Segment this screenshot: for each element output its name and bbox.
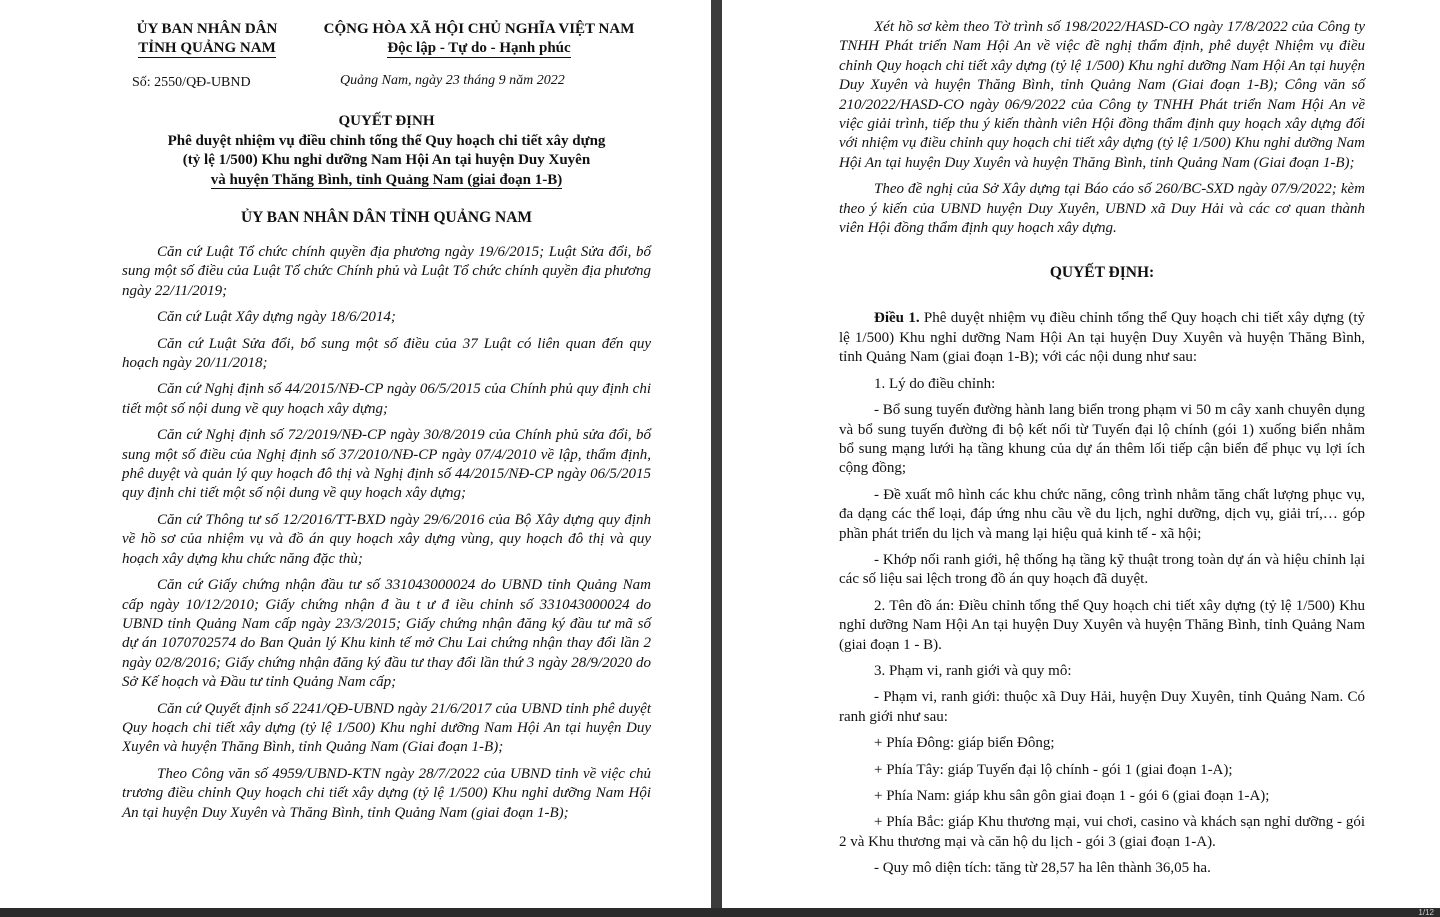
legal-basis-paragraph: Căn cứ Giấy chứng nhận đầu tư số 331043000024 do UBND tỉnh Quảng Nam cấp ngày 10/12/2010; Giấy chứng nhận đ ầu t ư đ iều chỉnh số 331043000024 do UBND tỉnh Quảng Nam cấp ngày 23/3/2015; Giấy chứng nhận đăng ký đầu tư mã số dự án 1070702574 do Ban Quản lý Khu kinh tế mở Chu Lai chứng nhận thay đổi lần 2 ngày 02/8/2016; Giấy chứng nhận đăng ký đầu tư thay đổi lần thứ 3 ngày 28/9/2020 do Sở Kế hoạch và Đầu tư tỉnh Quảng Nam cấp;	[122, 577, 651, 691]
document-header	[122, 18, 651, 96]
list-item: - Quy mô diện tích: tăng từ 28,57 ha lên thành 36,05 ha.	[874, 860, 1211, 877]
list-item: 2. Tên đồ án: Điều chỉnh tổng thể Quy hoạch chi tiết xây dựng (tỷ lệ 1/500) Khu nghỉ dưỡng Nam Hội An tại huyện Duy Xuyên và huyện Thăng Bình, tỉnh Quảng Nam (giai đoạn 1 - B).	[839, 597, 1365, 653]
list-item: + Phía Đông: giáp biển Đông;	[874, 735, 1055, 752]
article-1	[839, 309, 1365, 367]
document-title: QUYẾT ĐỊNH	[338, 113, 435, 129]
list-item: - Bổ sung tuyến đường hành lang biển trong phạm vi 50 m cây xanh chuyên dụng và bổ sung tuyến đường đi bộ kết nối từ Tuyến đại lộ chính (gói 1) xuống biển nhằm bổ sung mạng lưới hạ tầng khung của dự án thêm lối tiếp cận biển để phục vụ lợi ích cộng đồng;	[839, 402, 1365, 477]
list-item: - Phạm vi, ranh giới: thuộc xã Duy Hải, huyện Duy Xuyên, tỉnh Quảng Nam. Có ranh giới như sau:	[839, 689, 1365, 725]
issuer-block	[122, 20, 292, 58]
country-name: CỘNG HÒA XÃ HỘI CHỦ NGHĨA VIỆT NAM	[323, 21, 635, 37]
document-subtitle-line-2: (tỷ lệ 1/500) Khu nghỉ dưỡng Nam Hội An tại huyện Duy Xuyên	[182, 152, 591, 168]
list-item: 1. Lý do điều chỉnh:	[874, 375, 996, 392]
list-item: + Phía Nam: giáp khu sân gôn giai đoạn 1 - gói 6 (giai đoạn 1-A);	[874, 788, 1270, 804]
document-title-block	[122, 112, 651, 190]
consideration-paragraph: Xét hồ sơ kèm theo Tờ trình số 198/2022/HASD-CO ngày 17/8/2022 của Công ty TNHH Phát triển Nam Hội An về việc đề nghị thẩm định, phê duyệt Nhiệm vụ điều chỉnh Quy hoạch chi tiết xây dựng (tỷ lệ 1/500) Khu nghỉ dưỡng Nam Hội An tại huyện Duy Xuyên và huyện Thăng Bình, tỉnh Quảng Nam (Giai đoạn 1-B); Công văn số 210/2022/HASD-CO ngày 06/9/2022 của Công ty TNHH Phát triển Nam Hội An về việc giải trình, tiếp thu ý kiến thành viên Hội đồng thẩm định quy hoạch xây dựng đối với nhiệm vụ điều chỉnh quy hoạch chi tiết xây dựng (tỷ lệ 1/500) Khu nghỉ dưỡng Nam Hội An tại huyện Duy Xuyên và huyện Thăng Bình, tỉnh Quảng Nam (Giai đoạn 1-B);	[839, 19, 1365, 171]
list-item: + Phía Tây: giáp Tuyến đại lộ chính - gói 1 (giai đoạn 1-A);	[874, 761, 1233, 778]
article-1-label: Điều 1.	[874, 310, 920, 327]
issuer-line-2: TỈNH QUẢNG NAM	[138, 40, 276, 56]
national-motto-block	[300, 20, 658, 58]
document-page-left	[0, 0, 711, 908]
legal-basis-paragraph: Căn cứ Quyết định số 2241/QĐ-UBND ngày 21/6/2017 của UBND tỉnh phê duyệt Quy hoạch chi tiết xây dựng (tỷ lệ 1/500) Khu nghỉ dưỡng Nam Hội An tại huyện Duy Xuyên và huyện Thăng Bình, tỉnh Quảng Nam (Giai đoạn 1-B);	[122, 700, 651, 756]
consideration-paragraph: Theo đề nghị của Sở Xây dựng tại Báo cáo số 260/BC-SXD ngày 07/9/2022; kèm theo ý kiến của UBND huyện Duy Xuyên, UBND xã Duy Hải và các cơ quan thành viên Hội đồng thẩm định quy hoạch xây dựng.	[839, 181, 1365, 237]
legal-basis-paragraph: Căn cứ Thông tư số 12/2016/TT-BXD ngày 29/6/2016 của Bộ Xây dựng quy định về hồ sơ của nhiệm vụ và đồ án quy hoạch xây dựng vùng, quy hoạch đô thị và quy hoạch xây dựng khu chức năng đặc thù;	[122, 511, 651, 567]
legal-basis-paragraph: Căn cứ Luật Tổ chức chính quyền địa phương ngày 19/6/2015; Luật Sửa đổi, bổ sung một số điều của Luật Tổ chức Chính phủ và Luật Tổ chức chính quyền địa phương ngày 22/11/2019;	[122, 244, 651, 299]
list-item: 3. Phạm vi, ranh giới và quy mô:	[874, 662, 1072, 679]
legal-basis-paragraph: Căn cứ Nghị định số 72/2019/NĐ-CP ngày 30/8/2019 của Chính phủ sửa đổi, bổ sung một số điều của Nghị định số 37/2010/NĐ-CP ngày 07/4/2010 về lập, thẩm định, phê duyệt và quản lý quy hoạch đô thị và Nghị định số 44/2015/NĐ-CP ngày 06/5/2015 quy định chi tiết một số nội dung về quy hoạch xây dựng;	[122, 427, 651, 502]
legal-basis-paragraph: Căn cứ Luật Xây dựng ngày 18/6/2014;	[157, 309, 396, 326]
legal-basis-paragraph: Căn cứ Nghị định số 44/2015/NĐ-CP ngày 06/5/2015 của Chính phủ quy định chi tiết một số nội dung về quy hoạch xây dựng;	[122, 381, 651, 417]
issuer-line-1: ỦY BAN NHÂN DÂN	[136, 21, 278, 37]
list-item: - Đề xuất mô hình các khu chức năng, công trình nhằm tăng chất lượng phục vụ, đa dạng các thể loại, đáp ứng nhu cầu về du lịch, nghỉ dưỡng, dịch vụ, giải trí,… góp phần phát triển du lịch và mang lại hiệu quả kinh tế - xã hội;	[839, 486, 1365, 542]
list-item: + Phía Bắc: giáp Khu thương mại, vui chơi, casino và khách sạn nghỉ dưỡng - gói 2 và Khu thương mại và căn hộ du lịch - gói 3 (giai đoạn 1-A).	[839, 814, 1365, 850]
list-item: - Khớp nối ranh giới, hệ thống hạ tầng kỹ thuật trong toàn dự án và hiệu chỉnh lại các số liệu sai lệch trong đồ án quy hoạch đã duyệt.	[839, 551, 1365, 588]
decision-heading: QUYẾT ĐỊNH:	[1049, 264, 1155, 282]
national-motto: Độc lập - Tự do - Hạnh phúc	[387, 40, 571, 56]
date-line: Quảng Nam, ngày 23 tháng 9 năm 2022	[340, 73, 565, 88]
document-subtitle-line-3: và huyện Thăng Bình, tỉnh Quảng Nam (giai đoạn 1-B)	[210, 171, 563, 188]
legal-basis-paragraph: Theo Công văn số 4959/UBND-KTN ngày 28/7/2022 của UBND tỉnh về việc chủ trương điều chỉnh Quy hoạch chi tiết xây dựng (tỷ lệ 1/500) Khu nghỉ dưỡng Nam Hội An tại huyện Duy Xuyên và Thăng Bình, tỉnh Quảng Nam (giai đoạn 1-B);	[122, 765, 651, 821]
page-indicator: 1/12	[1418, 908, 1434, 917]
issuing-authority-heading: ỦY BAN NHÂN DÂN TỈNH QUẢNG NAM	[240, 209, 533, 226]
document-number: Số: 2550/QĐ-UBND	[132, 75, 251, 90]
document-subtitle-line-1: Phê duyệt nhiệm vụ điều chỉnh tổng thể Quy hoạch chi tiết xây dựng	[167, 132, 606, 149]
legal-basis-paragraph: Căn cứ Luật Sửa đổi, bổ sung một số điều của 37 Luật có liên quan đến quy hoạch ngày 20/11/2018;	[122, 335, 651, 372]
viewer-bottom-strip	[0, 908, 1440, 917]
article-1-text: Phê duyệt nhiệm vụ điều chỉnh tổng thể Quy hoạch chi tiết xây dựng (tỷ lệ 1/500) Khu nghỉ dưỡng Nam Hội An tại huyện Duy Xuyên và huyện Thăng Bình, tỉnh Quảng Nam (giai đoạn 1-B); với các nội dung như sau:	[839, 310, 1366, 366]
document-page-right	[722, 0, 1440, 908]
